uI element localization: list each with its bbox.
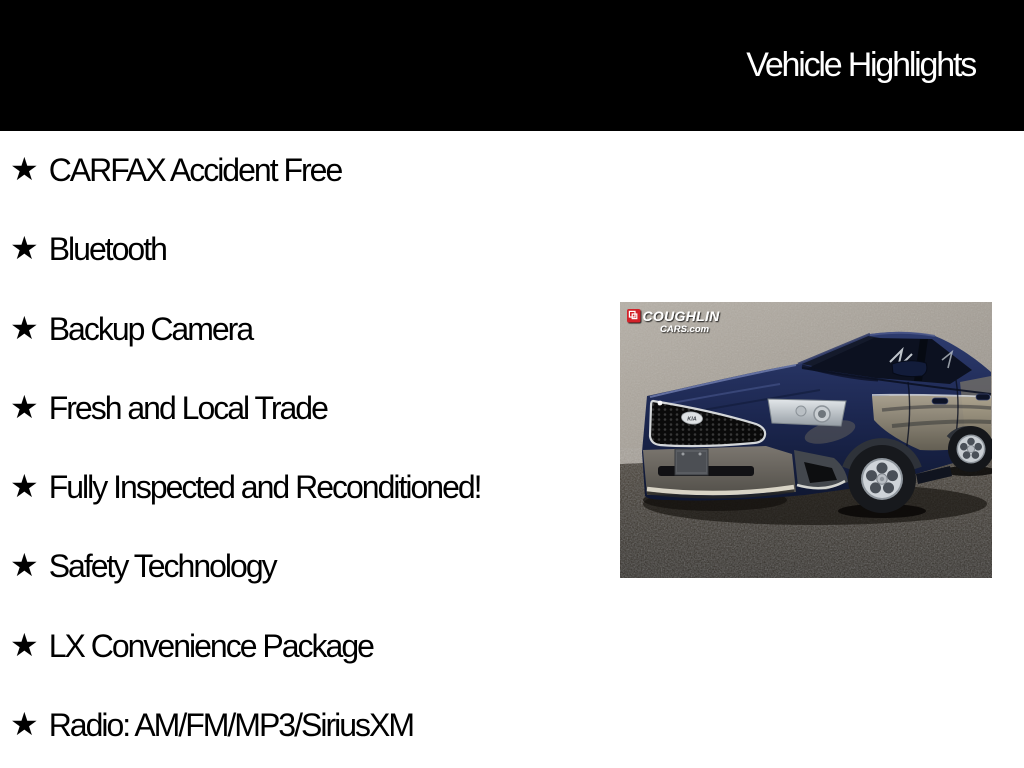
highlight-text: Fresh and Local Trade bbox=[48, 389, 327, 426]
star-bullet-icon: ★ bbox=[10, 626, 39, 663]
star-bullet-icon: ★ bbox=[10, 468, 39, 505]
car-illustration bbox=[620, 302, 992, 578]
highlight-text: Bluetooth bbox=[48, 231, 166, 268]
rear-wheel bbox=[948, 426, 992, 472]
highlight-item bbox=[10, 607, 481, 686]
highlight-text: Safety Technology bbox=[48, 548, 276, 585]
highlight-item bbox=[10, 290, 481, 369]
star-bullet-icon: ★ bbox=[10, 547, 39, 584]
highlight-item bbox=[10, 131, 481, 210]
highlight-item bbox=[10, 369, 481, 448]
watermark-brand-text: COUGHLIN bbox=[642, 308, 720, 324]
headlight bbox=[768, 399, 846, 426]
highlights-list bbox=[0, 131, 481, 765]
highlight-item bbox=[10, 210, 481, 289]
front-wheel bbox=[848, 445, 916, 513]
highlight-text: CARFAX Accident Free bbox=[48, 152, 342, 188]
star-bullet-icon: ★ bbox=[10, 706, 39, 743]
watermark-domain-text: CARS.com bbox=[660, 324, 710, 335]
star-bullet-icon: ★ bbox=[10, 309, 39, 346]
page-title: Vehicle Highlights bbox=[746, 46, 975, 84]
highlight-item bbox=[10, 686, 481, 765]
star-bullet-icon: ★ bbox=[10, 230, 39, 267]
highlight-text: Radio: AM/FM/MP3/SiriusXM bbox=[48, 707, 413, 744]
vehicle-photo bbox=[620, 302, 992, 578]
highlight-text: Backup Camera bbox=[48, 310, 253, 347]
highlight-text: LX Convenience Package bbox=[48, 627, 373, 664]
svg-text:KIA: KIA bbox=[687, 416, 697, 423]
highlight-item bbox=[10, 527, 481, 606]
title-bar bbox=[0, 0, 1024, 131]
highlight-item bbox=[10, 448, 481, 527]
star-bullet-icon: ★ bbox=[10, 151, 39, 187]
star-bullet-icon: ★ bbox=[10, 388, 39, 425]
highlight-text: Fully Inspected and Reconditioned! bbox=[48, 469, 481, 506]
